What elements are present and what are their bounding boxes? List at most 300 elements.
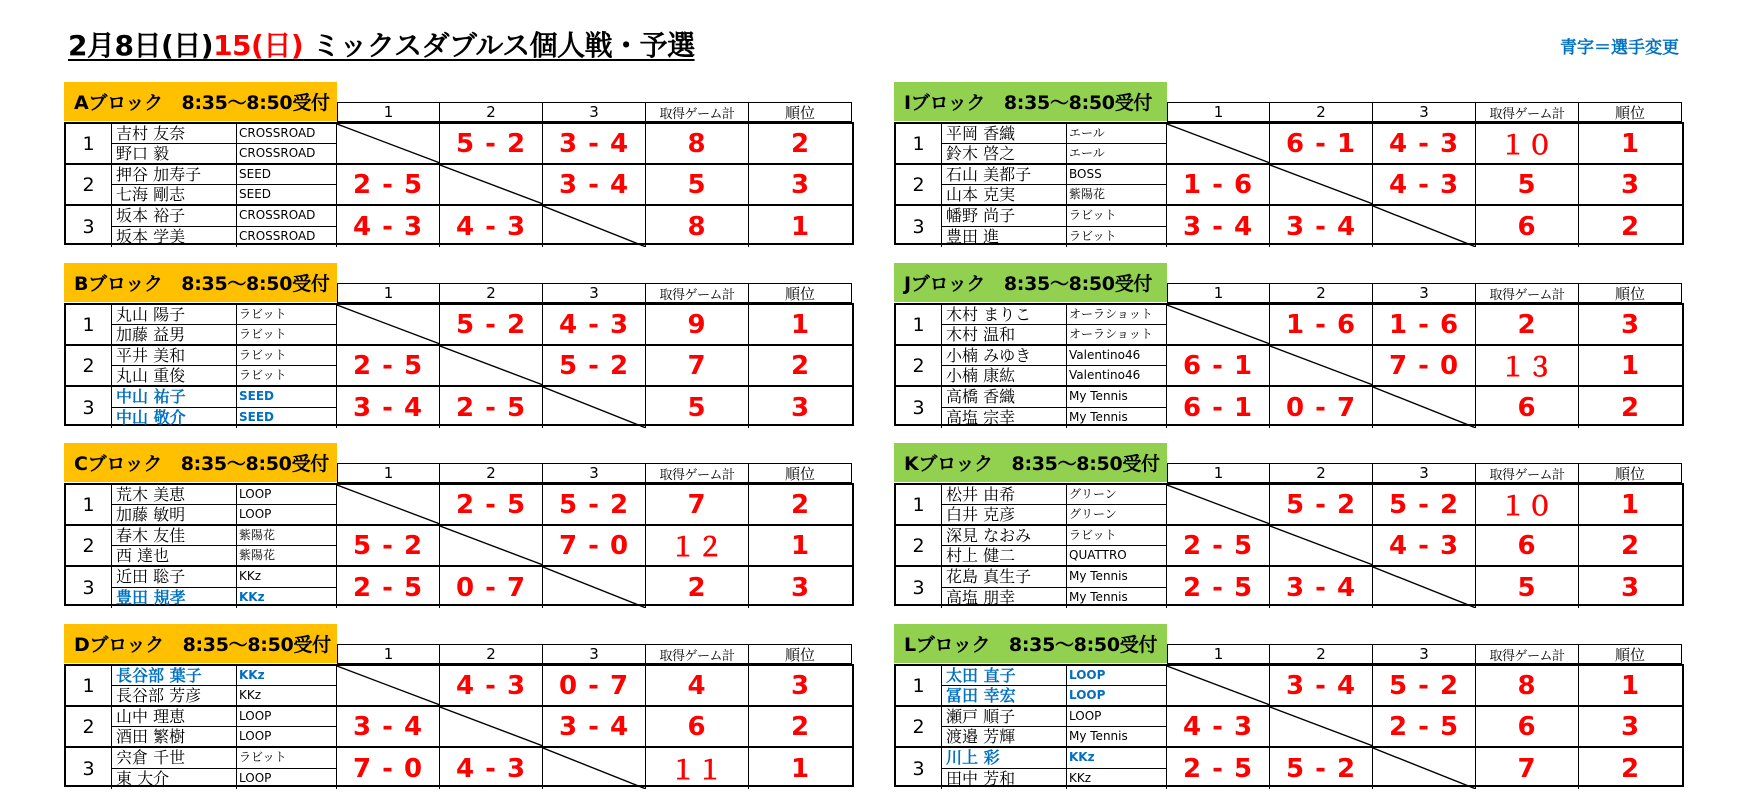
player-club: KKz: [237, 666, 337, 686]
player-club: LOOP: [1067, 686, 1167, 706]
column-header: 取得ゲーム計: [1475, 463, 1579, 483]
match-score: [543, 206, 646, 247]
table-row: [896, 707, 1682, 748]
row-number: 1: [896, 124, 942, 163]
table-row: [896, 485, 1682, 526]
match-score: 4 - 3: [440, 748, 543, 789]
player-club: ラビット: [237, 325, 337, 345]
column-header: 3: [542, 102, 646, 122]
table-row: [66, 305, 852, 346]
column-header: 1: [1167, 283, 1270, 303]
player-club: SEED: [237, 387, 337, 408]
column-header: 順位: [1578, 283, 1682, 303]
column-header: 順位: [748, 283, 852, 303]
column-header: 3: [1372, 463, 1476, 483]
player-name: 荒木 美恵: [112, 485, 237, 505]
match-score: 3 - 4: [1270, 206, 1373, 247]
player-club: オーラショット: [1067, 305, 1167, 325]
player-club: LOOP: [237, 485, 337, 505]
player-club: グリーン: [1067, 505, 1167, 525]
column-header: 2: [439, 644, 543, 664]
player-name: 冨田 幸宏: [942, 686, 1067, 706]
block-table: [64, 624, 854, 788]
rank: 3: [790, 169, 811, 200]
row-number: 3: [896, 206, 942, 247]
column-header: 3: [1372, 102, 1476, 122]
player-name: 山中 理恵: [112, 707, 237, 727]
row-number: 2: [66, 165, 112, 204]
player-name: 高塩 朋幸: [942, 588, 1067, 609]
column-header: 順位: [1578, 644, 1682, 664]
player-name: 春木 友佳: [112, 526, 237, 546]
block-grid: [894, 303, 1684, 426]
player-club: ラビット: [1067, 227, 1167, 248]
column-header: 2: [1269, 463, 1373, 483]
player-club: CROSSROAD: [237, 124, 337, 144]
player-club: エール: [1067, 144, 1167, 164]
rank: 3: [1620, 309, 1641, 340]
table-row: [66, 346, 852, 387]
table-row: [896, 666, 1682, 707]
column-header: 取得ゲーム計: [1475, 644, 1579, 664]
player-club: ラビット: [1067, 526, 1167, 546]
player-club: ラビット: [237, 346, 337, 366]
match-score: 2 - 5: [1373, 707, 1476, 746]
rank: 1: [1620, 489, 1641, 520]
player-name: 坂本 裕子: [112, 206, 237, 227]
player-name: 小楠 康紘: [942, 366, 1067, 386]
match-score: 2 - 5: [337, 346, 440, 385]
player-club: CROSSROAD: [237, 227, 337, 248]
player-club: Valentino46: [1067, 346, 1167, 366]
match-score: [1167, 485, 1270, 524]
rank: 1: [790, 530, 811, 561]
player-club: KKz: [237, 686, 337, 706]
player-name: 長谷部 葉子: [112, 666, 237, 686]
match-score: 3 - 4: [543, 124, 646, 163]
match-score: [337, 666, 440, 705]
match-score: 0 - 7: [440, 567, 543, 608]
player-club: My Tennis: [1067, 588, 1167, 609]
rank: 1: [790, 753, 811, 784]
player-club: My Tennis: [1067, 387, 1167, 408]
player-club: グリーン: [1067, 485, 1167, 505]
column-header: 3: [1372, 644, 1476, 664]
column-header: 3: [542, 644, 646, 664]
match-score: 1 - 6: [1270, 305, 1373, 344]
match-score: 3 - 4: [543, 707, 646, 746]
player-club: LOOP: [237, 727, 337, 747]
match-score: 4 - 3: [440, 206, 543, 247]
row-number: 2: [66, 707, 112, 746]
player-club: SEED: [237, 165, 337, 185]
player-club: QUATTRO: [1067, 546, 1167, 566]
match-score: [440, 526, 543, 565]
player-club: ラビット: [1067, 206, 1167, 227]
block-grid: [64, 303, 854, 426]
player-name: 小楠 みゆき: [942, 346, 1067, 366]
player-name: 野口 毅: [112, 144, 237, 164]
match-score: 0 - 7: [543, 666, 646, 705]
rank: 3: [1620, 169, 1641, 200]
player-name: 渡邉 芳輝: [942, 727, 1067, 747]
player-name: 酒田 繁樹: [112, 727, 237, 747]
games-total: 6: [646, 707, 749, 746]
column-header: 取得ゲーム計: [1475, 283, 1579, 303]
column-header: 2: [1269, 102, 1373, 122]
rank: 2: [1620, 530, 1641, 561]
match-score: [543, 387, 646, 428]
match-score: [1270, 707, 1373, 746]
table-row: [896, 387, 1682, 428]
player-name: 丸山 陽子: [112, 305, 237, 325]
player-name: 太田 直子: [942, 666, 1067, 686]
block-header: Bブロック 8:35～8:50受付: [64, 263, 337, 302]
match-score: 2 - 5: [1167, 526, 1270, 565]
match-score: 5 - 2: [1270, 485, 1373, 524]
row-number: 3: [896, 387, 942, 428]
match-score: [440, 707, 543, 746]
player-name: 石山 美都子: [942, 165, 1067, 185]
player-name: 鈴木 啓之: [942, 144, 1067, 164]
table-row: [66, 748, 852, 789]
rank: 3: [790, 392, 811, 423]
match-score: [543, 567, 646, 608]
column-header: 取得ゲーム計: [645, 644, 749, 664]
player-club: My Tennis: [1067, 408, 1167, 429]
player-club: 紫陽花: [237, 526, 337, 546]
table-row: [896, 124, 1682, 165]
match-score: [1270, 346, 1373, 385]
match-score: 3 - 4: [337, 387, 440, 428]
player-name: 宍倉 千世: [112, 748, 237, 769]
rank: 3: [1620, 711, 1641, 742]
block-grid: [64, 483, 854, 606]
player-club: 紫陽花: [237, 546, 337, 566]
player-name: 山本 克実: [942, 185, 1067, 205]
match-score: [1270, 165, 1373, 204]
match-score: 4 - 3: [1373, 165, 1476, 204]
games-total: 8: [1476, 666, 1579, 705]
block-header: Dブロック 8:35～8:50受付: [64, 624, 337, 663]
games-total: １３: [1476, 346, 1579, 385]
rank: 2: [790, 128, 811, 159]
match-score: 0 - 7: [1270, 387, 1373, 428]
player-name: 長谷部 芳彦: [112, 686, 237, 706]
column-header: 順位: [748, 102, 852, 122]
player-name: 瀬戸 順子: [942, 707, 1067, 727]
column-header: 1: [337, 283, 440, 303]
column-header: 1: [337, 644, 440, 664]
player-name: 川上 彩: [942, 748, 1067, 769]
block-table: [894, 263, 1684, 427]
player-name: 中山 祐子: [112, 387, 237, 408]
table-row: [896, 346, 1682, 387]
player-club: 紫陽花: [1067, 185, 1167, 205]
match-score: 4 - 3: [440, 666, 543, 705]
rank: 2: [1620, 392, 1641, 423]
block-table: [894, 443, 1684, 607]
match-score: 5 - 2: [1373, 485, 1476, 524]
table-row: [66, 165, 852, 206]
row-number: 3: [66, 387, 112, 428]
player-name: 田中 芳和: [942, 769, 1067, 790]
table-row: [66, 485, 852, 526]
block-header: Lブロック 8:35～8:50受付: [894, 624, 1167, 663]
match-score: 5 - 2: [1270, 748, 1373, 789]
match-score: 3 - 4: [1270, 666, 1373, 705]
match-score: 2 - 5: [440, 387, 543, 428]
match-score: [1373, 567, 1476, 608]
column-header: 順位: [1578, 102, 1682, 122]
row-number: 3: [66, 206, 112, 247]
block-header: Jブロック 8:35～8:50受付: [894, 263, 1167, 302]
row-number: 3: [66, 567, 112, 608]
column-header: 2: [439, 283, 543, 303]
player-club: BOSS: [1067, 165, 1167, 185]
match-score: 3 - 4: [543, 165, 646, 204]
player-name: 高橋 香織: [942, 387, 1067, 408]
match-score: 7 - 0: [337, 748, 440, 789]
table-row: [66, 206, 852, 247]
player-club: SEED: [237, 185, 337, 205]
rank: 2: [790, 350, 811, 381]
row-number: 2: [896, 165, 942, 204]
player-club: ラビット: [237, 748, 337, 769]
player-club: Valentino46: [1067, 366, 1167, 386]
table-row: [66, 567, 852, 608]
player-name: 深見 なおみ: [942, 526, 1067, 546]
rank: 2: [790, 489, 811, 520]
games-total: 5: [1476, 567, 1579, 608]
games-total: 5: [1476, 165, 1579, 204]
games-total: １０: [1476, 485, 1579, 524]
match-score: [1167, 124, 1270, 163]
player-name: 村上 健二: [942, 546, 1067, 566]
player-club: LOOP: [1067, 666, 1167, 686]
rank: 2: [1620, 753, 1641, 784]
games-total: 7: [646, 485, 749, 524]
match-score: 5 - 2: [1373, 666, 1476, 705]
match-score: 4 - 3: [1373, 124, 1476, 163]
match-score: 2 - 5: [440, 485, 543, 524]
row-number: 3: [66, 748, 112, 789]
rank: 1: [790, 309, 811, 340]
title-date: 2月8日(日): [68, 29, 214, 62]
player-club: エール: [1067, 124, 1167, 144]
games-total: 8: [646, 206, 749, 247]
match-score: [337, 305, 440, 344]
rank: 1: [1620, 128, 1641, 159]
player-name: 豊田 規孝: [112, 588, 237, 609]
match-score: 7 - 0: [543, 526, 646, 565]
column-header: 順位: [748, 644, 852, 664]
player-name: 中山 敬介: [112, 408, 237, 429]
column-header: 取得ゲーム計: [645, 283, 749, 303]
match-score: 4 - 3: [1373, 526, 1476, 565]
table-row: [896, 748, 1682, 789]
match-score: [543, 748, 646, 789]
table-row: [896, 567, 1682, 608]
match-score: 3 - 4: [1270, 567, 1373, 608]
match-score: [440, 346, 543, 385]
column-header: 3: [542, 283, 646, 303]
games-total: １２: [646, 526, 749, 565]
block-header: Aブロック 8:35～8:50受付: [64, 82, 337, 121]
column-header: 順位: [1578, 463, 1682, 483]
row-number: 1: [66, 124, 112, 163]
player-club: CROSSROAD: [237, 206, 337, 227]
player-club: KKz: [1067, 769, 1167, 790]
games-total: 7: [1476, 748, 1579, 789]
match-score: 5 - 2: [543, 346, 646, 385]
match-score: 4 - 3: [543, 305, 646, 344]
games-total: 5: [646, 387, 749, 428]
match-score: 4 - 3: [1167, 707, 1270, 746]
player-club: My Tennis: [1067, 727, 1167, 747]
match-score: 5 - 2: [543, 485, 646, 524]
games-total: 8: [646, 124, 749, 163]
player-name: 木村 温和: [942, 325, 1067, 345]
match-score: 1 - 6: [1373, 305, 1476, 344]
title-date-changed: 15(日): [213, 29, 304, 62]
player-club: SEED: [237, 408, 337, 429]
player-name: 加藤 益男: [112, 325, 237, 345]
match-score: 2 - 5: [1167, 567, 1270, 608]
row-number: 2: [896, 346, 942, 385]
player-club: オーラショット: [1067, 325, 1167, 345]
table-row: [896, 526, 1682, 567]
match-score: [1167, 666, 1270, 705]
table-row: [66, 526, 852, 567]
player-name: 加藤 敏明: [112, 505, 237, 525]
player-name: 白井 克彦: [942, 505, 1067, 525]
games-total: 2: [646, 567, 749, 608]
games-total: 2: [1476, 305, 1579, 344]
player-name: 七海 剛志: [112, 185, 237, 205]
player-club: LOOP: [1067, 707, 1167, 727]
block-grid: [64, 664, 854, 787]
row-number: 2: [66, 346, 112, 385]
rank: 1: [1620, 670, 1641, 701]
block-header: Cブロック 8:35～8:50受付: [64, 443, 337, 482]
player-club: CROSSROAD: [237, 144, 337, 164]
match-score: [440, 165, 543, 204]
column-header: 順位: [748, 463, 852, 483]
block-grid: [894, 664, 1684, 787]
match-score: [1270, 526, 1373, 565]
match-score: [1373, 206, 1476, 247]
player-club: KKz: [237, 588, 337, 609]
match-score: 3 - 4: [1167, 206, 1270, 247]
match-score: [337, 124, 440, 163]
player-name: 平井 美和: [112, 346, 237, 366]
player-name: 丸山 重俊: [112, 366, 237, 386]
match-score: 5 - 2: [337, 526, 440, 565]
games-total: 9: [646, 305, 749, 344]
player-name: 花島 真生子: [942, 567, 1067, 588]
block-header: Iブロック 8:35～8:50受付: [894, 82, 1167, 121]
rank: 3: [790, 572, 811, 603]
match-score: 2 - 5: [337, 567, 440, 608]
column-header: 1: [1167, 102, 1270, 122]
games-total: 5: [646, 165, 749, 204]
player-club: LOOP: [237, 707, 337, 727]
column-header: 取得ゲーム計: [645, 463, 749, 483]
table-row: [66, 124, 852, 165]
table-row: [896, 305, 1682, 346]
table-row: [896, 165, 1682, 206]
match-score: 6 - 1: [1270, 124, 1373, 163]
player-name: 松井 由希: [942, 485, 1067, 505]
block-table: [894, 624, 1684, 788]
rank: 3: [790, 670, 811, 701]
player-club: KKz: [237, 567, 337, 588]
games-total: 6: [1476, 387, 1579, 428]
player-club: My Tennis: [1067, 567, 1167, 588]
rank: 2: [1620, 211, 1641, 242]
page-title: [68, 24, 695, 64]
player-name: 押谷 加寿子: [112, 165, 237, 185]
row-number: 1: [896, 485, 942, 524]
player-name: 幡野 尚子: [942, 206, 1067, 227]
games-total: 4: [646, 666, 749, 705]
player-name: 平岡 香織: [942, 124, 1067, 144]
row-number: 1: [896, 666, 942, 705]
column-header: 取得ゲーム計: [645, 102, 749, 122]
player-club: ラビット: [237, 366, 337, 386]
row-number: 1: [896, 305, 942, 344]
games-total: １１: [646, 748, 749, 789]
player-name: 木村 まりこ: [942, 305, 1067, 325]
block-grid: [894, 122, 1684, 245]
match-score: [1373, 387, 1476, 428]
match-score: 6 - 1: [1167, 346, 1270, 385]
player-name: 高塩 宗幸: [942, 408, 1067, 429]
match-score: 5 - 2: [440, 305, 543, 344]
table-row: [66, 707, 852, 748]
row-number: 1: [66, 305, 112, 344]
column-header: 2: [439, 463, 543, 483]
row-number: 2: [66, 526, 112, 565]
player-name: 西 達也: [112, 546, 237, 566]
rank: 1: [1620, 350, 1641, 381]
rank: 2: [790, 711, 811, 742]
table-row: [896, 206, 1682, 247]
match-score: 4 - 3: [337, 206, 440, 247]
player-name: 近田 聡子: [112, 567, 237, 588]
column-header: 取得ゲーム計: [1475, 102, 1579, 122]
row-number: 1: [66, 485, 112, 524]
column-header: 3: [542, 463, 646, 483]
match-score: [337, 485, 440, 524]
column-header: 3: [1372, 283, 1476, 303]
match-score: 7 - 0: [1373, 346, 1476, 385]
player-name: 吉村 友奈: [112, 124, 237, 144]
column-header: 2: [1269, 283, 1373, 303]
match-score: 2 - 5: [1167, 748, 1270, 789]
match-score: 2 - 5: [337, 165, 440, 204]
games-total: 6: [1476, 707, 1579, 746]
column-header: 1: [1167, 644, 1270, 664]
player-club: LOOP: [237, 505, 337, 525]
row-number: 1: [66, 666, 112, 705]
column-header: 1: [337, 463, 440, 483]
player-name: 豊田 進: [942, 227, 1067, 248]
table-row: [66, 666, 852, 707]
column-header: 1: [337, 102, 440, 122]
row-number: 2: [896, 526, 942, 565]
